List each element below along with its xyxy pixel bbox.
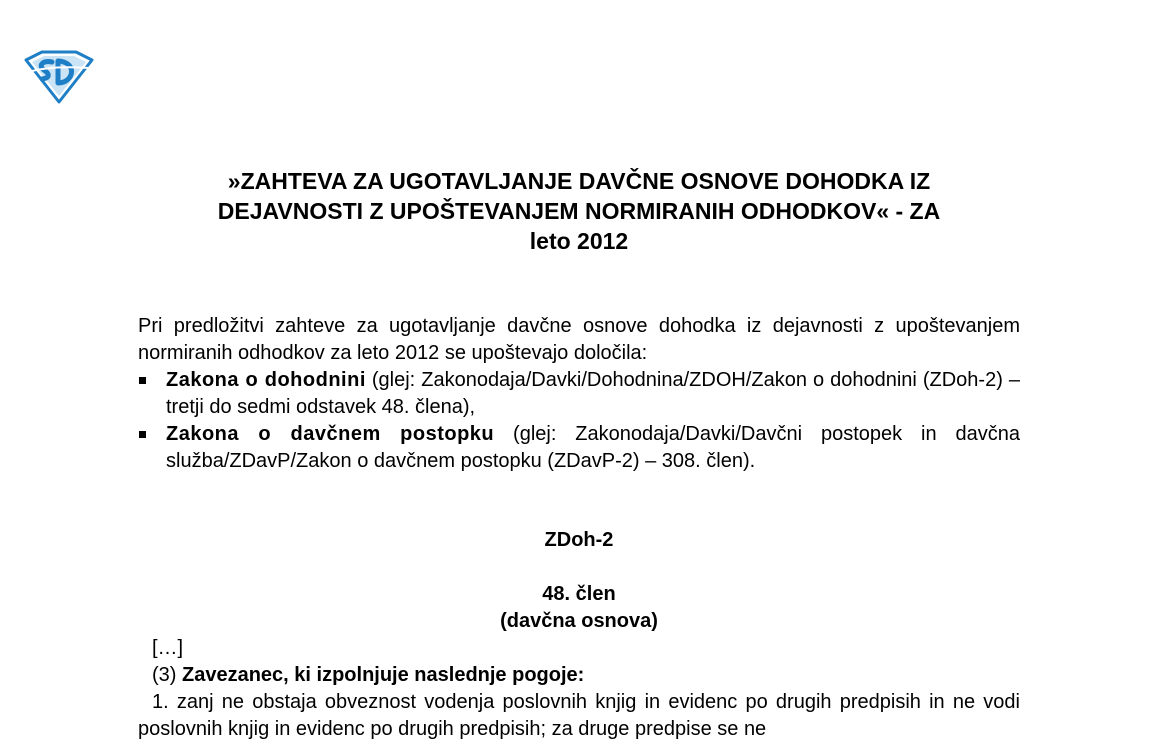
title-line-2: DEJAVNOSTI Z UPOŠTEVANJEM NORMIRANIH ODHODKOV« - ZA xyxy=(217,198,941,224)
square-bullet-icon xyxy=(139,377,146,384)
law-reference-list xyxy=(138,367,1020,475)
law-name: Zakona o dohodnini xyxy=(166,369,366,391)
document-title xyxy=(138,166,1020,256)
list-item xyxy=(138,421,1020,475)
logo xyxy=(22,48,96,104)
paragraph-number: (3) xyxy=(152,664,182,686)
law-reference: (glej: Zakonodaja/Davki/Davčni postopek in davčna služba/ZDavP/Zakon o davčnem postopku (ZDavP-2) – 308. člen). xyxy=(166,423,1020,472)
article-heading xyxy=(138,581,1020,635)
list-item xyxy=(138,367,1020,421)
condition-text: 1. zanj ne obstaja obveznost vodenja poslovnih knjig in evidenc po drugih predpisih in ne vodi poslovnih knjig in evidenc po drugih predpisih; za druge predpise se ne xyxy=(138,691,1020,740)
intro-paragraph: Pri predložitvi zahteve za ugotavljanje davčne osnove dohodka iz dejavnosti z upoštevanjem normiranih odhodkov za leto 2012 se upoštevajo določila: xyxy=(138,315,1020,364)
law-name: Zakona o davčnem postopku xyxy=(166,423,495,445)
paragraph-lead: Zavezanec, ki izpolnjuje naslednje pogoje: xyxy=(182,664,585,686)
paragraph-3 xyxy=(152,662,1020,689)
title-line-1: »ZAHTEVA ZA UGOTAVLJANJE DAVČNE OSNOVE DOHODKA IZ xyxy=(227,168,931,194)
shield-logo-icon xyxy=(22,48,96,104)
condition-item-1 xyxy=(138,689,1020,743)
intro-section xyxy=(138,313,1020,475)
omission-mark: […] xyxy=(152,637,184,659)
title-line-3: leto 2012 xyxy=(529,228,629,254)
square-bullet-icon xyxy=(139,431,146,438)
law-heading: ZDoh-2 xyxy=(544,529,614,551)
article-number: 48. člen xyxy=(542,583,616,605)
law-reference: (glej: Zakonodaja/Davki/Dohodnina/ZDOH/Zakon o dohodnini (ZDoh-2) – tretji do sedmi odstavek 48. člena), xyxy=(166,369,1020,418)
article-subtitle: (davčna osnova) xyxy=(500,610,658,632)
